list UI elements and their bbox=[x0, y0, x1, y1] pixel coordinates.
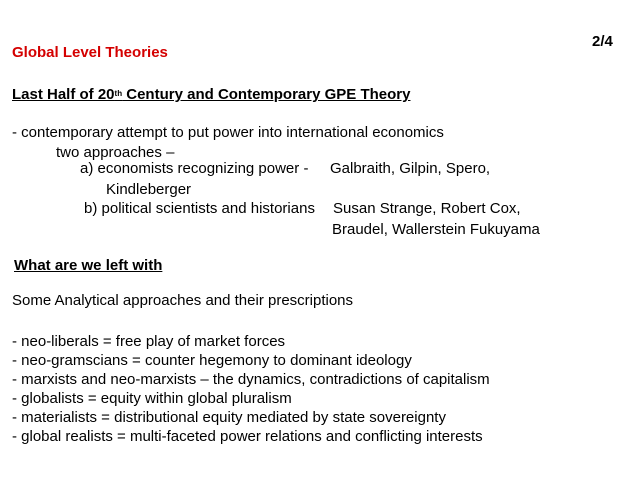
school-line: - globalists = equity within global pluralism bbox=[12, 390, 292, 407]
approach-a-authors: Galbraith, Gilpin, Spero, bbox=[330, 160, 491, 177]
school-line: - neo-gramscians = counter hegemony to dominant ideology bbox=[12, 352, 412, 369]
analytical-approaches-line: Some Analytical approaches and their prescriptions bbox=[12, 292, 354, 309]
section-heading-gpe-theory bbox=[12, 86, 410, 104]
approach-a-label: a) economists recognizing power - bbox=[80, 160, 309, 177]
approach-b-label: b) political scientists and historians bbox=[84, 200, 315, 217]
school-line: - materialists = distributional equity mediated by state sovereignty bbox=[12, 409, 446, 426]
intro-line: - contemporary attempt to put power into international economics bbox=[12, 124, 444, 141]
two-approaches-line: two approaches – bbox=[56, 144, 175, 161]
page-number: 2/4 bbox=[592, 33, 613, 50]
approach-b-authors-cont: Braudel, Wallerstein Fukuyama bbox=[332, 221, 540, 238]
school-line: - neo-liberals = free play of market forces bbox=[12, 333, 286, 350]
heading-ordinal-suffix: th bbox=[114, 89, 123, 98]
heading-text-post: Century and Contemporary GPE Theory bbox=[122, 86, 411, 103]
slide-title: Global Level Theories bbox=[12, 44, 168, 61]
school-line: - marxists and neo-marxists – the dynamics, contradictions of capitalism bbox=[12, 371, 490, 388]
approach-a-authors-cont: Kindleberger bbox=[106, 181, 192, 198]
school-line: - global realists = multi-faceted power relations and conflicting interests bbox=[12, 428, 483, 445]
heading-text-pre: Last Half of 20 bbox=[12, 86, 115, 103]
approach-b-authors: Susan Strange, Robert Cox, bbox=[333, 200, 521, 217]
section-heading-left-with: What are we left with bbox=[14, 257, 163, 274]
